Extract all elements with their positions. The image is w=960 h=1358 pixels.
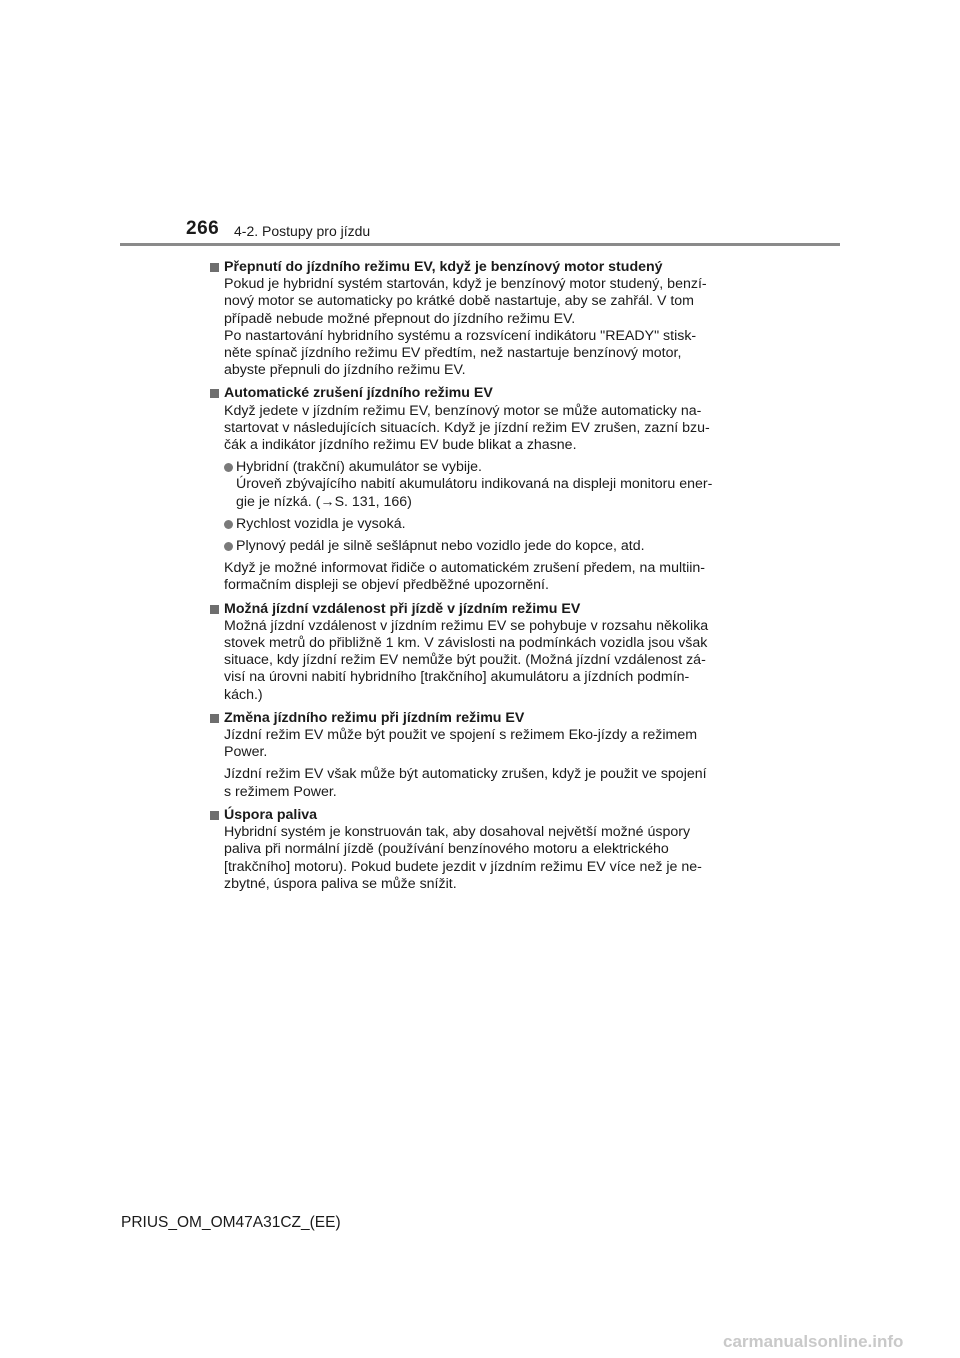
paragraph: Jízdní režim EV může být použit ve spojení s režimem Eko-jízdy a režimem Power. xyxy=(224,727,698,761)
paragraph: Jízdní režim EV však může být automaticky zrušen, když je použit ve spojení s režimem Power. xyxy=(224,766,707,800)
list-item-text: Plynový pedál je silně sešlápnut nebo vozidlo jede do kopce, atd. xyxy=(236,538,645,555)
square-bullet-icon xyxy=(210,811,219,820)
section-ev-auto-cancel xyxy=(210,385,746,594)
document-id: PRIUS_OM_OM47A31CZ_(EE) xyxy=(121,1214,341,1231)
paragraph: Hybridní systém je konstruován tak, aby dosahoval největší možné úspory paliva při normální jízdě (používání benzínového motoru a elektrického [trakčního] motoru). Pokud budete jezdit v jízdním režimu EV více než je ne- zbytné, úspora paliva se může snížit. xyxy=(224,824,702,892)
section-title: Změna jízdního režimu při jízdním režimu EV xyxy=(224,709,525,726)
page-number: 266 xyxy=(186,218,220,239)
section-ev-range xyxy=(210,601,746,704)
section-title: Automatické zrušení jízdního režimu EV xyxy=(224,385,493,402)
paragraph: Pokud je hybridní systém startován, když je benzínový motor studený, benzí- nový motor se automaticky po krátké době nastartuje, aby se zahřál. V tom případě nebude možné přepnout do jízdního režimu EV. Po nastartování hybridního systému a rozsvícení indikátoru "READY" stisk- něte spínač jízdního režimu EV předtím, než nastartuje benzínový motor, abyste přepnuli do jízdního režimu EV. xyxy=(224,276,707,379)
section-mode-change xyxy=(210,710,746,801)
list-item xyxy=(224,459,746,511)
section-heading xyxy=(210,259,746,276)
chapter-title: 4-2. Postupy pro jízdu xyxy=(234,223,371,239)
header-divider xyxy=(120,243,840,246)
list-item xyxy=(224,516,746,533)
square-bullet-icon xyxy=(210,389,219,398)
square-bullet-icon xyxy=(210,714,219,723)
paragraph: Když jedete v jízdním režimu EV, benzínový motor se může automaticky na- startovat v následujících situacích. Když je jízdní režim EV zrušen, zazní bzu- čák a indikátor jízdního režimu EV bude blikat a zhasne. xyxy=(224,402,710,454)
section-title: Úspora paliva xyxy=(224,806,318,823)
list-item xyxy=(224,538,746,555)
section-heading xyxy=(210,710,746,727)
list-item-text: Rychlost vozidla je vysoká. xyxy=(236,515,406,532)
square-bullet-icon xyxy=(210,605,219,614)
section-fuel-economy xyxy=(210,807,746,893)
page-content xyxy=(210,256,746,893)
paragraph: Když je možné informovat řidiče o automatickém zrušení předem, na multiin- formačním displeji se objeví předběžné upozornění. xyxy=(224,560,705,594)
watermark: carmanualsonline.info xyxy=(723,1332,904,1351)
section-title: Možná jízdní vzdálenost při jízdě v jízdním režimu EV xyxy=(224,600,581,617)
round-bullet-icon xyxy=(224,520,233,529)
round-bullet-icon xyxy=(224,463,233,472)
list-item-text: Hybridní (trakční) akumulátor se vybije. Úroveň zbývajícího nabití akumulátoru indikovaná na displeji monitoru ener- gie je nízká. (→S. 131, 166) xyxy=(236,459,713,510)
square-bullet-icon xyxy=(210,263,219,272)
section-heading xyxy=(210,807,746,824)
section-ev-cold-engine xyxy=(210,259,746,379)
section-title: Přepnutí do jízdního režimu EV, když je benzínový motor studený xyxy=(224,259,663,275)
round-bullet-icon xyxy=(224,542,233,551)
section-heading xyxy=(210,601,746,618)
paragraph: Možná jízdní vzdálenost v jízdním režimu EV se pohybuje v rozsahu několika stovek metrů do přibližně 1 km. V závislosti na podmínkách vozidla jsou však situace, kdy jízdní režim EV nemůže být použit. (Možná jízdní vzdálenost zá- visí na úrovni nabití hybridního [trakčního] akumulátoru a jízdních podmín- kách.) xyxy=(224,617,709,703)
section-heading xyxy=(210,385,746,402)
